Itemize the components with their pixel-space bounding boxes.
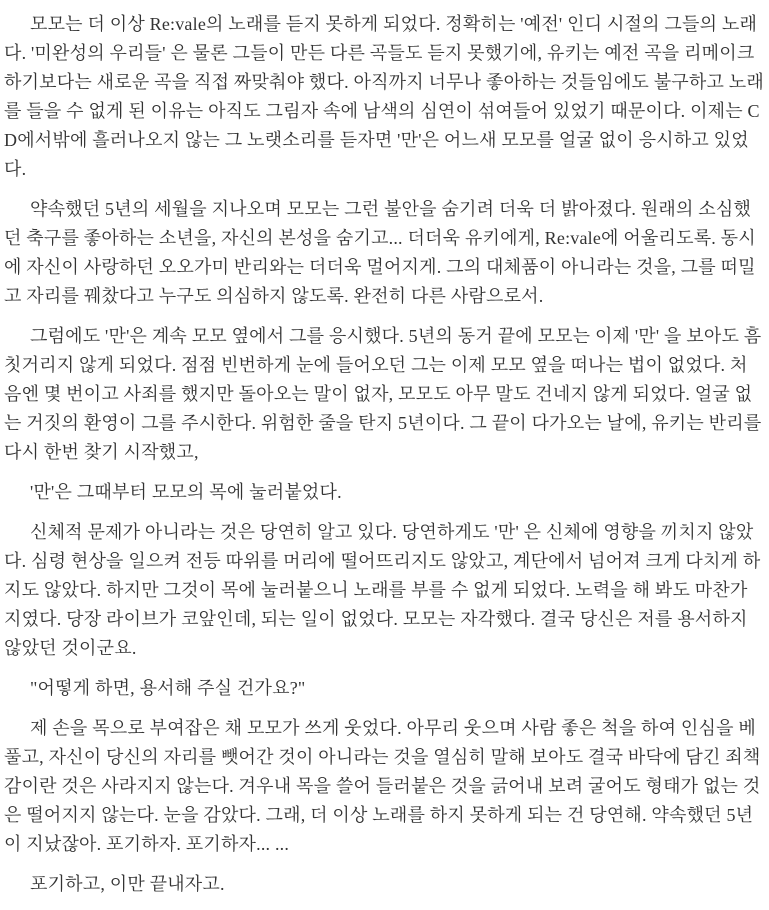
story-paragraph: 약속했던 5년의 세월을 지나오며 모모는 그런 불안을 숨기려 더욱 더 밝아졌다. 원래의 소심했던 축구를 좋아하는 소년을, 자신의 본성을 숨기고... 더더욱 유키에게, Re:vale에 어울리도록. 동시에 자신이 사랑하던 오오가미 반리와는 더더욱 멀어지게. 그의 대체품이 아니라는 것을, 그를 떠밀고 자리를 꿰찼다고 누구도 의심하지 않도록. 완전히 다른 사람으로서. <box>4 199 756 306</box>
story-paragraph: 신체적 문제가 아니라는 것은 당연히 알고 있다. 당연하게도 '만' 은 신체에 영향을 끼치지 않았다. 심령 현상을 일으켜 전등 따위를 머리에 떨어뜨리지도 않았고, 계단에서 넘어져 크게 다치게 하지도 않았다. 하지만 그것이 목에 눌러붙으니 노래를 부를 수 없게 되었다. 노력을 해 봐도 마찬가지였다. 당장 라이브가 코앞인데, 되는 일이 없었다. 모모는 자각했다. 결국 당신은 저를 용서하지 않았던 것이군요. <box>4 522 761 658</box>
story-paragraph: 모모는 더 이상 Re:vale의 노래를 듣지 못하게 되었다. 정확히는 '예전' 인디 시절의 그들의 노래다. '미완성의 우리들' 은 물론 그들이 만든 다른 곡들도 듣지 못했기에, 유키는 예전 곡을 리메이크하기보다는 새로운 곡을 직접 짜맞춰야 했다. 아직까지 너무나 좋아하는 것들임에도 불구하고 노래를 들을 수 없게 된 이유는 아직도 그림자 속에 남색의 심연이 섞여들어 있었기 때문이다. 이제는 CD에서밖에 흘러나오지 않는 그 노랫소리를 듣자면 '만'은 어느새 모모를 얼굴 없이 응시하고 있었다. <box>4 14 764 179</box>
story-paragraph: 제 손을 목으로 부여잡은 채 모모가 쓰게 웃었다. 아무리 웃으며 사람 좋은 척을 하여 인심을 베풀고, 자신이 당신의 자리를 뺏어간 것이 아니라는 것을 열심히 말해 보아도 결국 바닥에 담긴 죄책감이란 것은 사라지지 않는다. 겨우내 목을 쓸어 들러붙은 것을 긁어내 보려 굴어도 형태가 없는 것은 떨어지지 않는다. 눈을 감았다. 그래, 더 이상 노래를 하지 못하게 되는 건 당연해. 약속했던 5년이 지났잖아. 포기하자. 포기하자... ... <box>4 718 761 854</box>
story-paragraph: 그럼에도 '만'은 계속 모모 옆에서 그를 응시했다. 5년의 동거 끝에 모모는 이제 '만' 을 보아도 흠칫거리지 않게 되었다. 점점 빈번하게 눈에 들어오던 그는 이제 모모 옆을 떠나는 법이 없었다. 처음엔 몇 번이고 사죄를 했지만 돌아오는 말이 없자, 모모도 아무 말도 건네지 않게 되었다. 얼굴 없는 거짓의 환영이 그를 주시한다. 위험한 줄을 탄지 5년이다. 그 끝이 다가오는 날에, 유키는 반리를 다시 한번 찾기 시작했고, <box>4 326 762 462</box>
story-paragraph: '만'은 그때부터 모모의 목에 눌러붙었다. <box>30 482 342 502</box>
story-paragraph-dialogue: "어떻게 하면, 용서해 주실 건가요?" <box>30 678 306 698</box>
document-page <box>0 10 769 899</box>
story-paragraph: 포기하고, 이만 끝내자고. <box>30 874 225 894</box>
